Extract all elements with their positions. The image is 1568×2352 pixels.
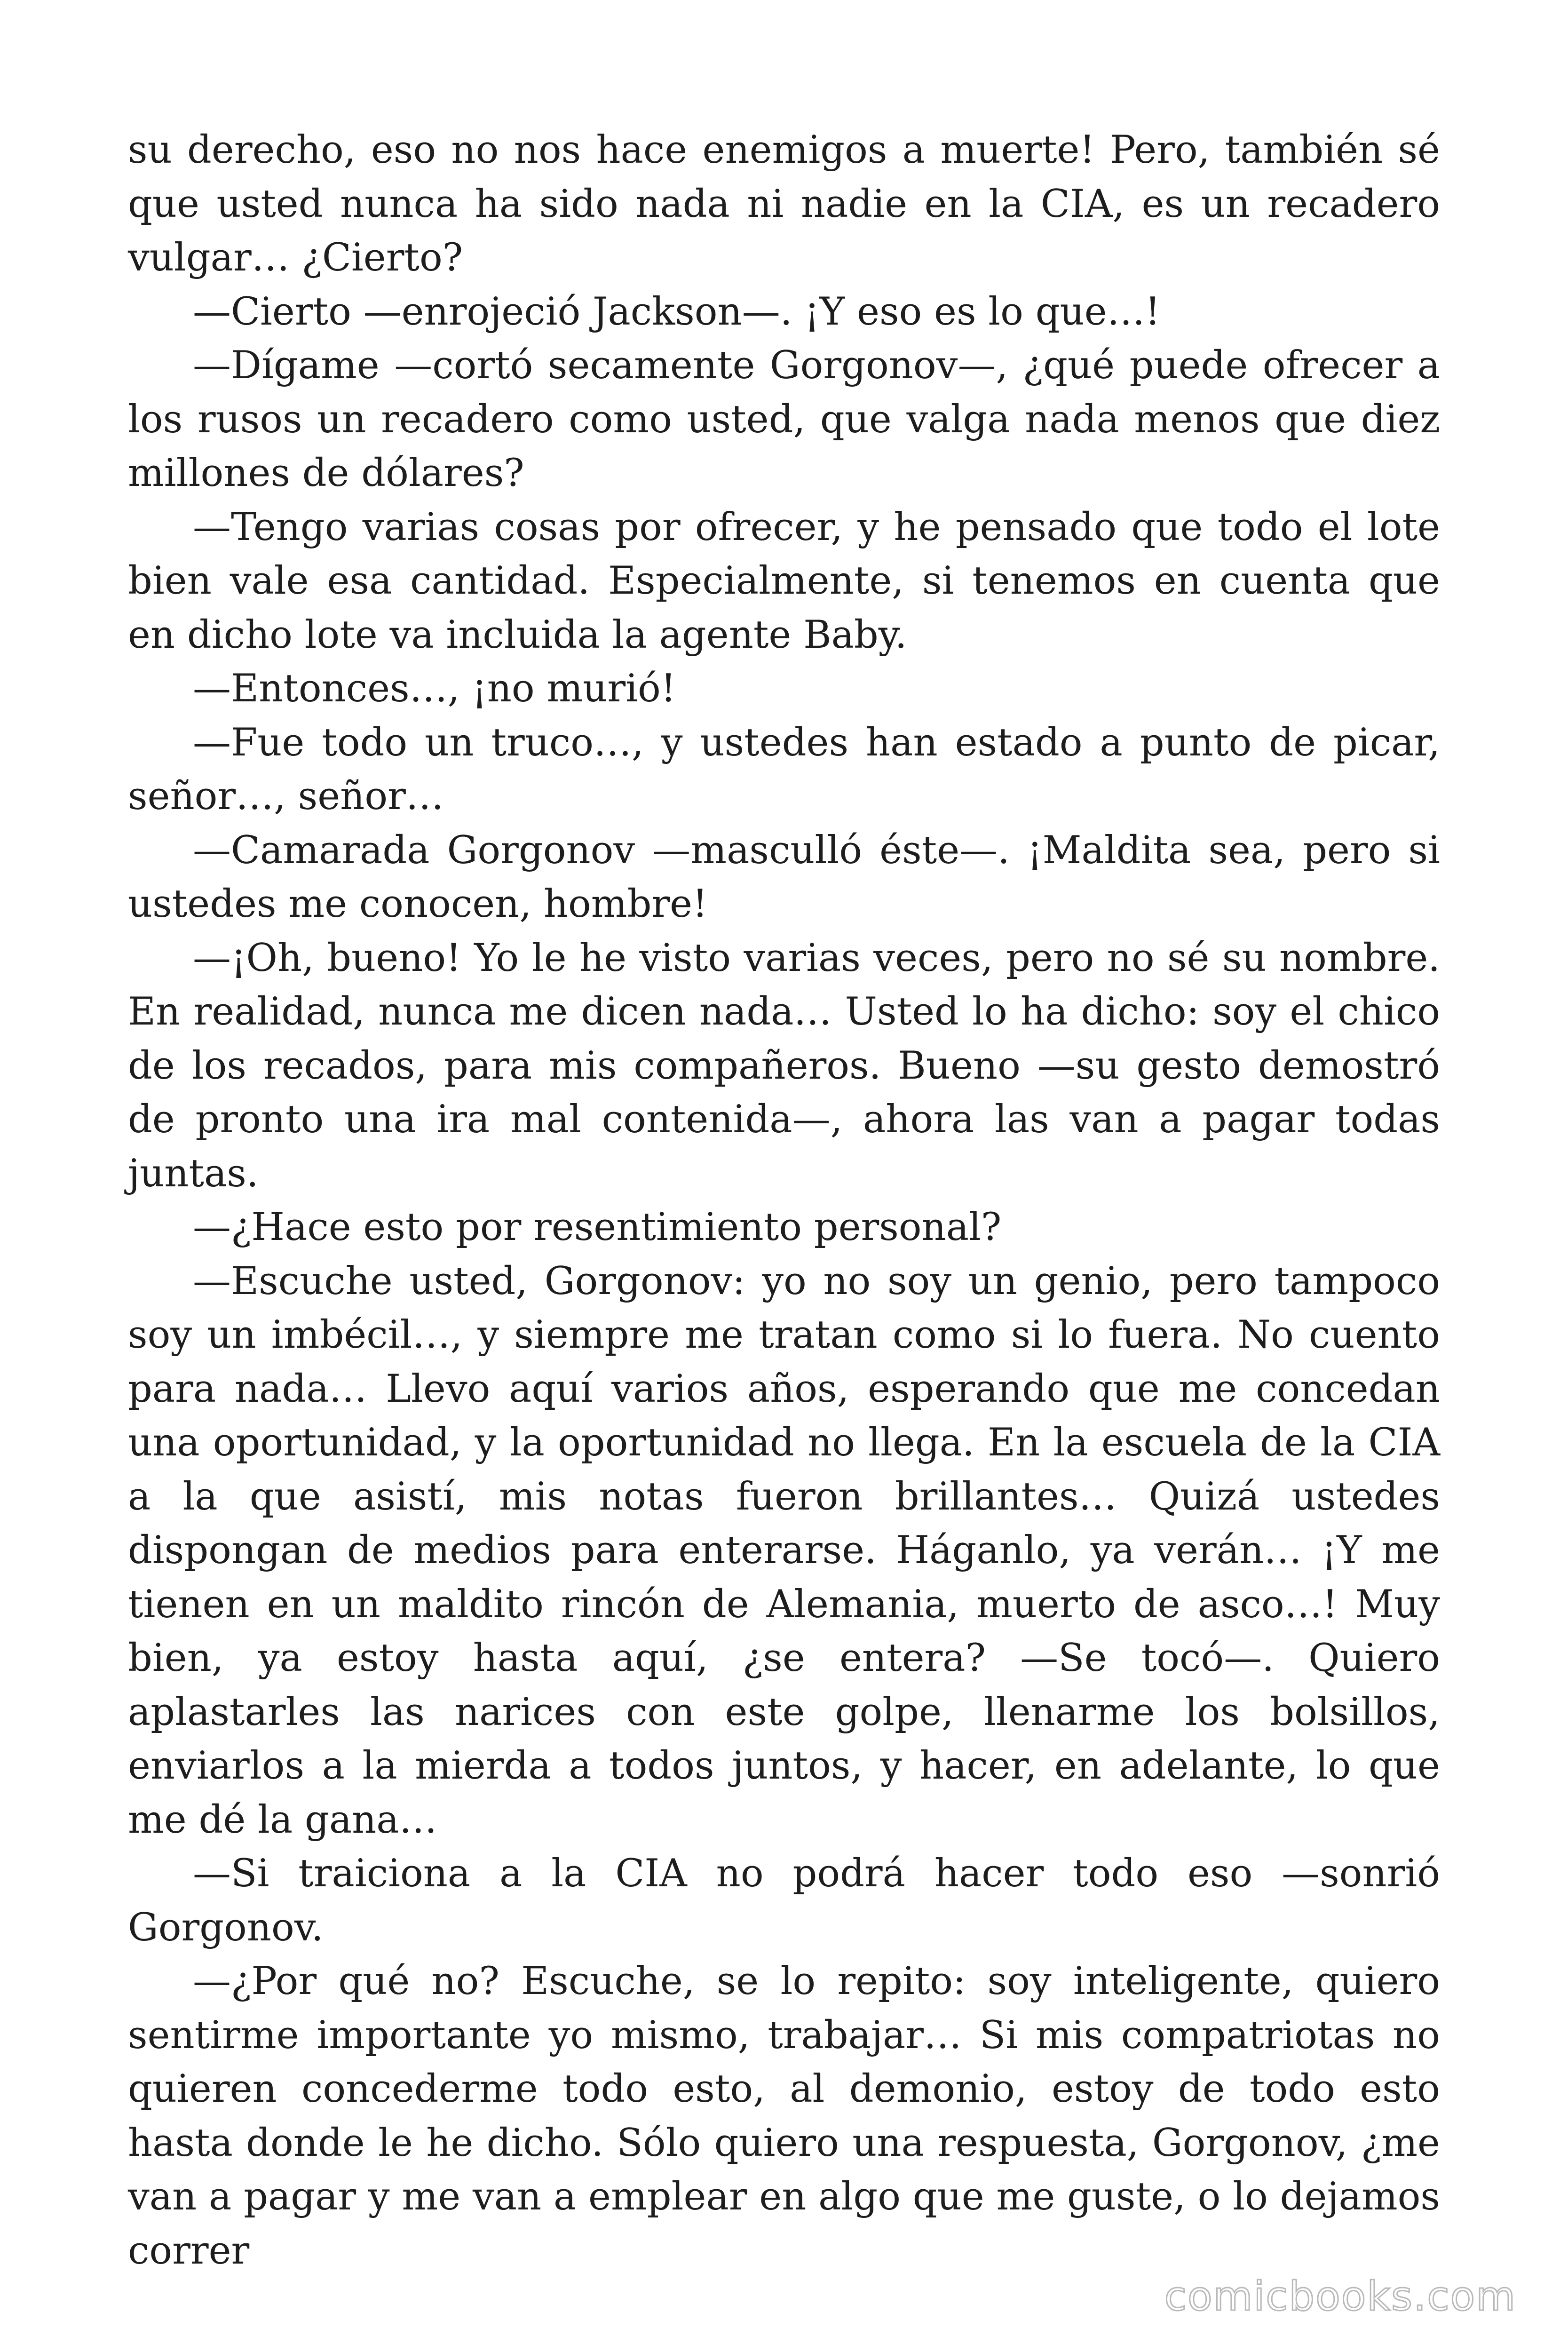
paragraph: —¿Hace esto por resentimiento personal? <box>193 1205 1002 1249</box>
watermark-logo: comicbooks.com <box>1164 2273 1516 2320</box>
paragraph: su derecho, eso no nos hace enemigos a muerte! Pero, también sé que usted nunca ha sido nada ni nadie en la CIA, es un recadero vulgar… ¿Cierto? <box>128 128 1440 280</box>
body-text <box>128 123 1440 2278</box>
paragraph: —¡Oh, bueno! Yo le he visto varias veces, pero no sé su nombre. En realidad, nunca me dicen nada… Usted lo ha dicho: soy el chico de los recados, para mis compañeros. Bueno —su gesto demostró de pronto una ira mal contenida—, ahora las van a pagar todas juntas. <box>128 936 1440 1196</box>
paragraph: —¿Por qué no? Escuche, se lo repito: soy inteligente, quiero sentirme importante yo mismo, trabajar… Si mis compatriotas no quieren concederme todo esto, al demonio, estoy de todo esto hasta donde le he dicho. Sólo quiero una respuesta, Gorgonov, ¿me van a pagar y me van a emplear en algo que me guste, o lo dejamos correr <box>128 1959 1440 2273</box>
paragraph: —Camarada Gorgonov —masculló éste—. ¡Maldita sea, pero si ustedes me conocen, hombre! <box>128 828 1440 926</box>
paragraph: —Entonces…, ¡no murió! <box>193 667 676 711</box>
paragraph: —Dígame —cortó secamente Gorgonov—, ¿qué puede ofrecer a los rusos un recadero como usted, que valga nada menos que diez millones de dólares? <box>128 343 1440 495</box>
paragraph: —Escuche usted, Gorgonov: yo no soy un genio, pero tampoco soy un imbécil…, y siempre me tratan como si lo fuera. No cuento para nada… Llevo aquí varios años, esperando que me concedan una oportunidad, y la oportunidad no llega. En la escuela de la CIA a la que asistí, mis notas fueron brillantes… Quizá ustedes dispongan de medios para enterarse. Háganlo, ya verán… ¡Y me tienen en un maldito rincón de Alemania, muerto de asco…! Muy bien, ya estoy hasta aquí, ¿se entera? —Se tocó—. Quiero aplastarles las narices con este golpe, llenarme los bolsillos, enviarlos a la mierda a todos juntos, y hacer, en adelante, lo que me dé la gana… <box>128 1259 1440 1842</box>
paragraph: —Si traiciona a la CIA no podrá hacer todo eso —sonrió Gorgonov. <box>128 1851 1440 1950</box>
paragraph: —Tengo varias cosas por ofrecer, y he pensado que todo el lote bien vale esa cantidad. Especialmente, si tenemos en cuenta que en dicho lote va incluida la agente Baby. <box>128 505 1440 657</box>
paragraph: —Fue todo un truco…, y ustedes han estado a punto de picar, señor…, señor… <box>128 720 1440 818</box>
paragraph: —Cierto —enrojeció Jackson—. ¡Y eso es lo que…! <box>193 289 1161 334</box>
